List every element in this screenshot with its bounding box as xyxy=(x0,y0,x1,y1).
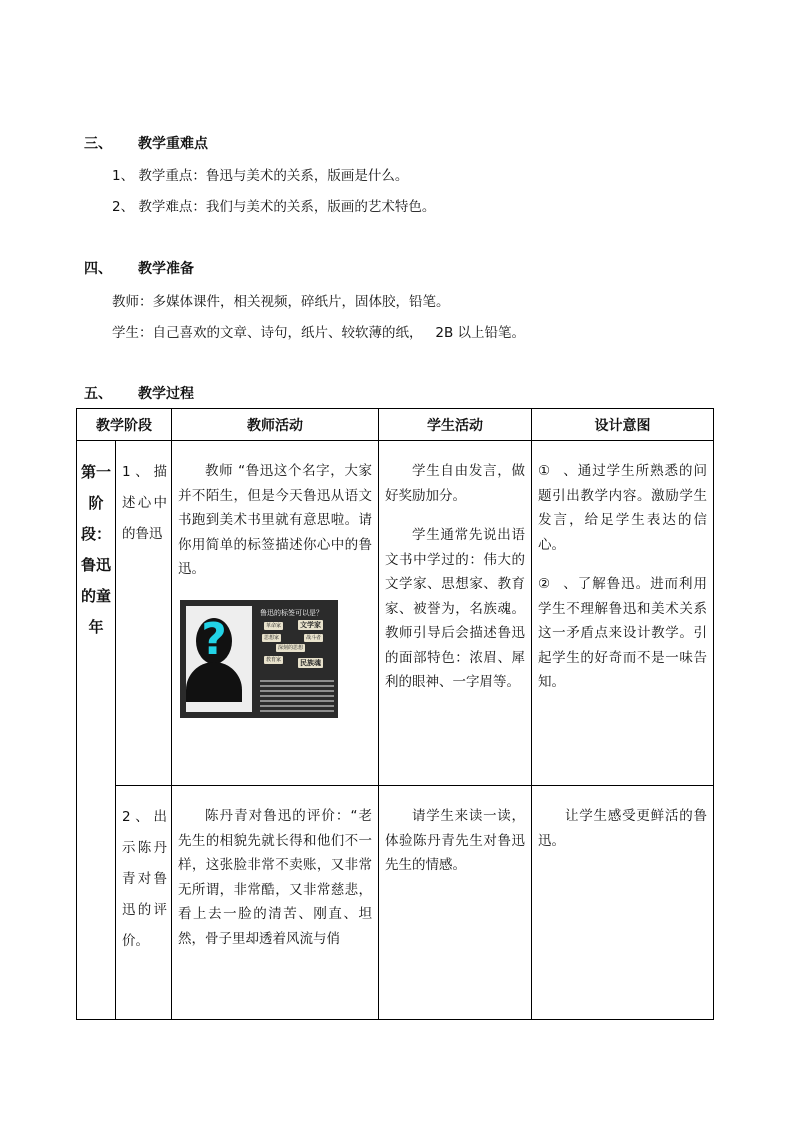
intent-text: 、通过学生所熟悉的问题引出教学内容。激励学生发言，给足学生表达的信心。 xyxy=(538,463,707,553)
header-design-intent: 设计意图 xyxy=(532,409,714,441)
student-activity-text: 请学生来读一读，体验陈丹青先生对鲁迅先生的情感。 xyxy=(385,808,525,873)
section-title: 教学准备 xyxy=(138,261,194,277)
section-number: 三、 xyxy=(84,136,112,152)
circled-number: ① xyxy=(538,463,551,479)
section-heading-4 xyxy=(84,258,194,278)
table-header-row xyxy=(77,409,714,441)
intent-item xyxy=(538,459,707,557)
intent-item xyxy=(538,572,707,695)
teacher-activity-text: 陈丹青对鲁迅的评价：“老先生的相貌先就长得和他们不一样，这张脸非常不卖账，又非常无所谓，非常酷，又非常慈悲，看上去一脸的清苦、刚直、坦然，骨子里却透着风流与俏 xyxy=(178,808,372,947)
design-intent-cell xyxy=(532,786,714,1020)
intent-text: 、了解鲁迅。进而利用学生不理解鲁迅和美术关系这一矛盾点来设计教学。引起学生的好奇而不是一味告知。 xyxy=(538,576,707,690)
student-prep-line: 学生：自己喜欢的文章、诗句，纸片、较软薄的纸， 2B 以上铅笔。 xyxy=(112,325,526,341)
section-title: 教学过程 xyxy=(138,386,194,402)
circled-number: ② xyxy=(538,576,551,592)
section-heading-5 xyxy=(84,383,194,403)
difficult-point-line: 2、 教学难点：我们与美术的关系，版画的艺术特色。 xyxy=(112,199,436,215)
stage-cell xyxy=(77,441,116,1020)
section-number: 四、 xyxy=(84,261,112,277)
teaching-process-table xyxy=(76,408,714,1020)
question-mark-icon: ? xyxy=(201,613,227,665)
slide-tag: 深刻的思想 xyxy=(278,644,304,651)
slide-tag: 革命家 xyxy=(266,622,282,629)
section-number: 五、 xyxy=(84,386,112,402)
slide-thumbnail xyxy=(180,600,338,718)
student-activity-para: 学生通常先说出语文书中学过的：伟大的文学家、思想家、教育家、被誉为，名族魂。教师引导后会描述鲁迅的面部特色：浓眉、犀利的眼神、一字眉等。 xyxy=(385,527,525,690)
student-activity-cell xyxy=(379,786,532,1020)
table-row xyxy=(77,441,714,786)
student-activity-para: 学生自由发言，做好奖励加分。 xyxy=(385,463,525,504)
substage-cell xyxy=(116,786,172,1020)
header-stage: 教学阶段 xyxy=(77,409,172,441)
slide-tag: 文学家 xyxy=(300,620,321,629)
slide-tag: 思想家 xyxy=(264,634,280,641)
table-row xyxy=(77,786,714,1020)
substage-label: 1、描述心中的鲁迅 xyxy=(122,464,167,542)
design-intent-text xyxy=(532,441,713,695)
teacher-activity-cell xyxy=(172,441,379,786)
teacher-prep-line: 教师：多媒体课件，相关视频，碎纸片，固体胶，铅笔。 xyxy=(112,294,450,310)
section-heading-3 xyxy=(84,133,208,153)
slide-tag: 民族魂 xyxy=(300,658,321,667)
slide-caption-text xyxy=(260,680,334,712)
slide-title: 鲁迅的标签可以是？ xyxy=(260,608,323,617)
header-student-activity: 学生活动 xyxy=(379,409,532,441)
student-activity-cell xyxy=(379,441,532,786)
substage-label: 2、出示陈丹青对鲁迅的评价。 xyxy=(122,809,167,949)
teacher-activity-text: 教师 “鲁迅这个名字，大家并不陌生，但是今天鲁迅从语文书跑到美术书里就有意思啦。请你用简单的标签描述你心中的鲁迅。 xyxy=(178,463,372,577)
key-point-line: 1、 教学重点：鲁迅与美术的关系，版画是什么。 xyxy=(112,168,409,184)
slide-tag: 战斗者 xyxy=(306,634,322,641)
substage-cell xyxy=(116,441,172,786)
teacher-activity-cell xyxy=(172,786,379,1020)
stage-label: 第一阶段：鲁迅的童年 xyxy=(80,463,111,636)
header-teacher-activity: 教师活动 xyxy=(172,409,379,441)
student-activity-text xyxy=(379,441,531,695)
section-title: 教学重难点 xyxy=(138,136,208,152)
design-intent-cell xyxy=(532,441,714,786)
design-intent-text: 让学生感受更鲜活的鲁迅。 xyxy=(538,808,707,849)
slide-tag: 教育家 xyxy=(266,656,282,663)
